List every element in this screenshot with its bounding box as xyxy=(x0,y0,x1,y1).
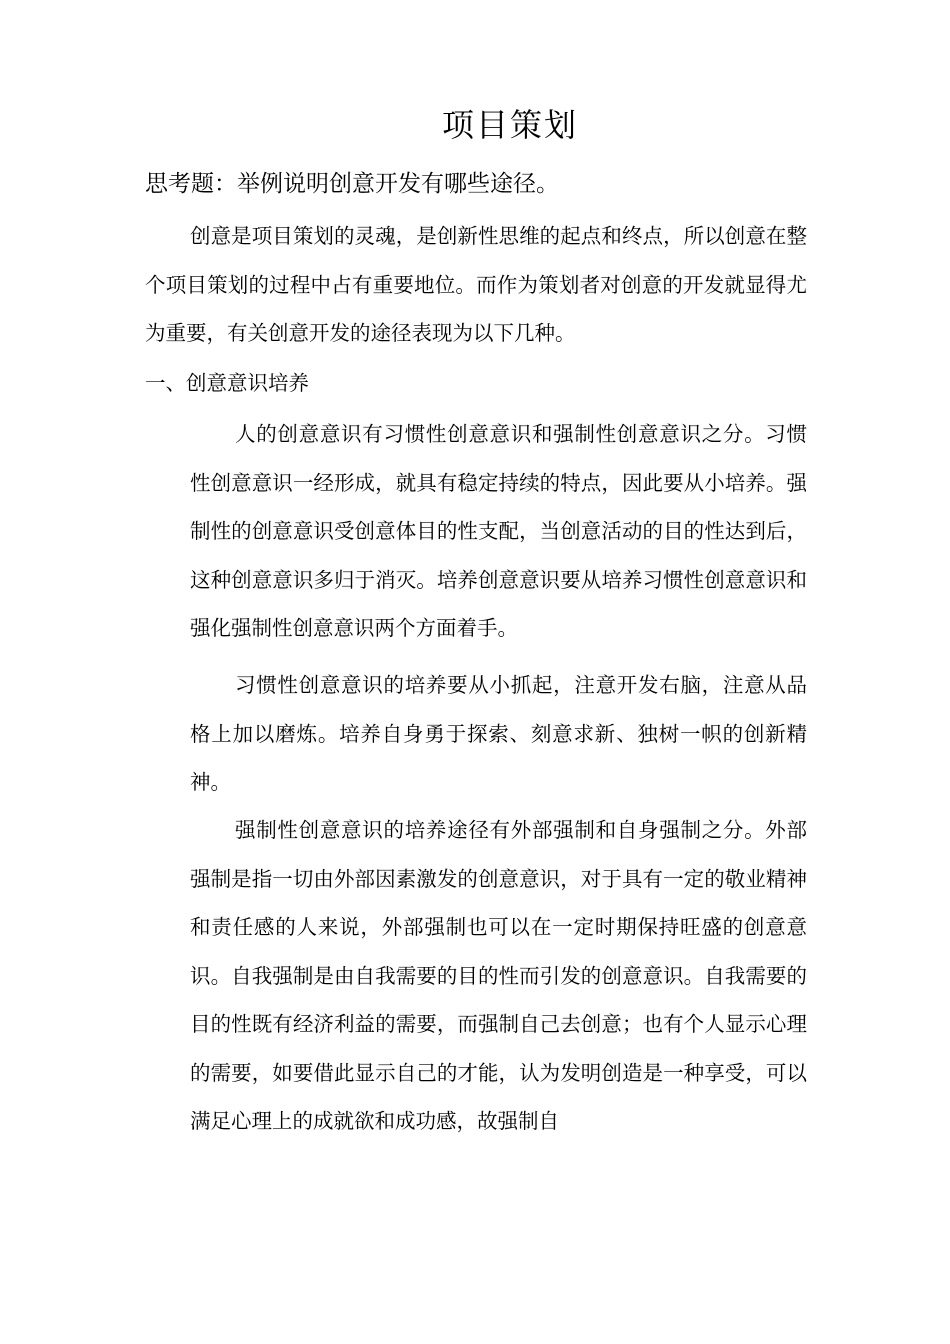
intro-paragraph: 创意是项目策划的灵魂，是创新性思维的起点和终点，所以创意在整个项目策划的过程中占有重要地位。而作为策划者对创意的开发就显得尤为重要，有关创意开发的途径表现为以下几种。 xyxy=(145,224,807,345)
section-heading: 一、创意意识培养 xyxy=(145,371,309,395)
document-title: 项目策划 xyxy=(441,106,578,144)
body-paragraph: 强制性创意意识的培养途径有外部强制和自身强制之分。外部强制是指一切由外部因素激发的创意意识，对于具有一定的敬业精神和责任感的人来说，外部强制也可以在一定时期保持旺盛的创意意识。自我强制是由自我需要的目的性而引发的创意意识。自我需要的目的性既有经济利益的需要，而强制自己去创意；也有个人显示心理的需要，如要借此显示自己的才能，认为发明创造是一种享受，可以满足心理上的成就欲和成功感，故强制自 xyxy=(190,818,807,1133)
body-paragraph: 人的创意意识有习惯性创意意识和强制性创意意识之分。习惯性创意意识一经形成，就具有稳定持续的特点，因此要从小培养。强制性的创意意识受创意体目的性支配，当创意活动的目的性达到后，这种创意意识多归于消灭。培养创意意识要从培养习惯性创意意识和强化强制性创意意识两个方面着手。 xyxy=(190,422,807,640)
body-paragraph: 习惯性创意意识的培养要从小抓起，注意开发右脑，注意从品格上加以磨炼。培养自身勇于探索、刻意求新、独树一帜的创新精神。 xyxy=(190,673,807,794)
question-heading: 思考题：举例说明创意开发有哪些途径。 xyxy=(145,171,559,197)
